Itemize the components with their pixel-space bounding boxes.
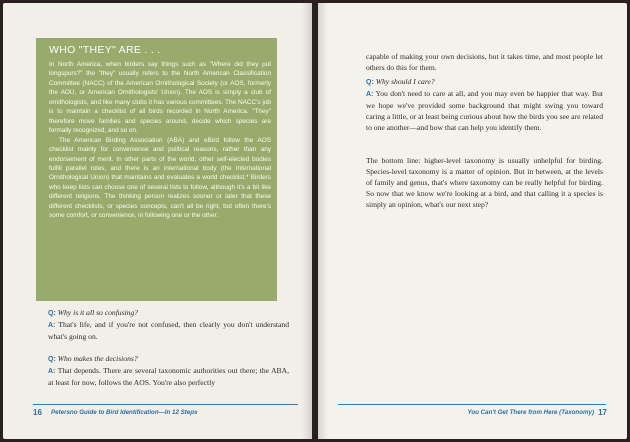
answer xyxy=(48,365,289,388)
question-text: Who makes the decisions? xyxy=(57,354,138,363)
running-head: You Can't Get There from Here (Taxonomy) xyxy=(467,409,594,416)
sidebar-box xyxy=(36,38,277,301)
question xyxy=(48,353,289,365)
answer-text: That's life, and if you're not confused, then clearly you don't understand what's going on. xyxy=(48,320,289,341)
question-text: Why is it all so confusing? xyxy=(57,308,139,317)
answer-label: A: xyxy=(48,322,56,329)
left-page xyxy=(3,3,312,439)
answer-text: You don't need to care at all, and you may even be happier that way. But we hope we've provided some background that might swing you toward caring a little, or at least being curious about how the birds you see are related to one another—and how that can help you identify them. xyxy=(366,89,604,132)
answer-label: A: xyxy=(48,368,56,375)
continued-text: capable of making your own decisions, but it takes time, and most people let others do this for them. xyxy=(366,51,603,72)
page-number: 17 xyxy=(598,408,607,417)
question-text: Why should I care? xyxy=(375,77,435,86)
qa-block xyxy=(366,76,603,133)
gutter-shadow xyxy=(302,3,312,439)
question-label: Q: xyxy=(48,356,56,363)
page-number: 16 xyxy=(33,408,42,417)
question-label: Q: xyxy=(48,310,56,317)
bottom-line-paragraph: The bottom line: higher-level taxonomy is usually unhelpful for birding. Species-level taxonomy is a matter of opinion. But in between, at the levels of family and genus, that's where taxonomy can be really helpful for birding. So now that we know we're looking at a bird, and that calling it a species is simply an opinion, what's our next step? xyxy=(366,156,603,209)
right-page xyxy=(318,3,627,439)
qa-block xyxy=(48,307,289,388)
sidebar-paragraph: In North America, when birders say things such as "Where did they put longspurs?" the "they" usually refers to the North American Classification Committee (NACC) of the American Ornithological Society (or AOS, formerly the AOU, or American Ornithologists' Union). The AOS is simply a club of ornithologists, and like many clubs it has various committees. The NACC's job is to maintain a checklist of all birds recorded in North America. "They" therefore move families and species around, decide which species are formally recognized, and so on. xyxy=(49,61,271,135)
question xyxy=(48,307,289,319)
gutter-shadow xyxy=(318,3,328,439)
question xyxy=(366,76,603,88)
sidebar-paragraph: The American Birding Association (ABA) and eBird follow the AOS checklist mainly for convenience and political reasons, rather than any endorsement of merit. In other parts of the world, other self-elected bodies fulfill parallel roles, and there is an international body (the International Ornithological Union) that maintains and evaluates a world checklist.* Birders who keep lists can choose one of several lists to follow, although it's a bit like different religions. The thinking person realizes sooner or later that these different checklists, or species concepts, can't all be right, but often there's some comfort, or convenience, in following one or the other. xyxy=(49,136,271,220)
question-label: Q: xyxy=(366,79,374,86)
answer xyxy=(48,319,289,342)
footer-rule xyxy=(338,404,606,405)
footer-rule xyxy=(33,404,298,405)
running-head: Petersno Guide to Bird Identification—In 12 Steps xyxy=(51,409,198,416)
sidebar-title: WHO "THEY" ARE . . . xyxy=(49,44,161,56)
sidebar-body xyxy=(49,60,271,221)
answer-label: A: xyxy=(366,91,374,98)
answer-text: That depends. There are several taxonomic authorities out there; the ABA, at least for now, follows the AOS. You're also perfectly xyxy=(48,366,289,387)
answer xyxy=(366,88,603,133)
